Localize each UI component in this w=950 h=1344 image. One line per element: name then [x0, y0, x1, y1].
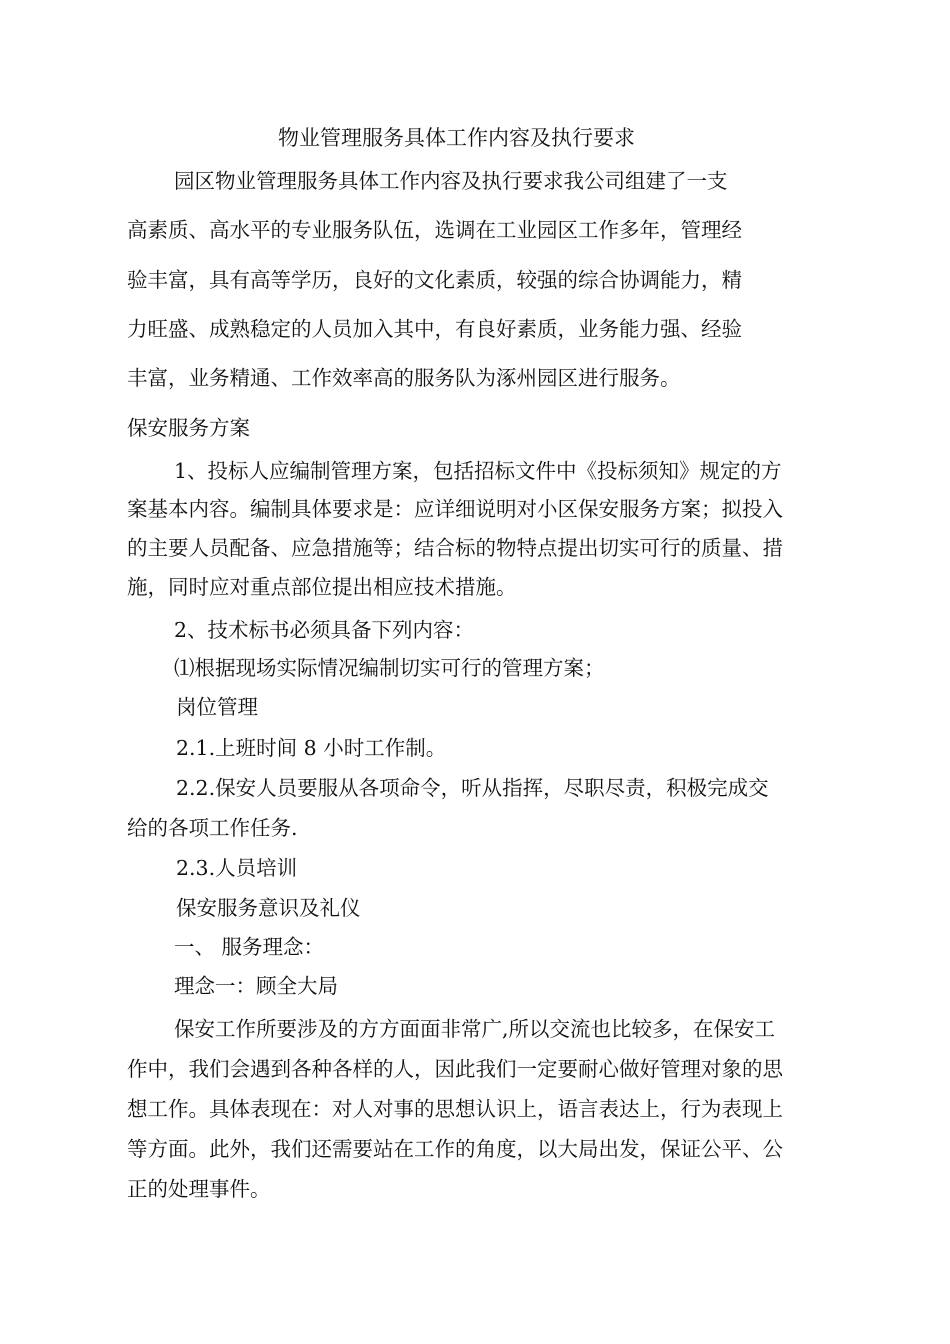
- item-2-3: 2.3.人员培训: [176, 856, 298, 880]
- item1-line-2: 案基本内容。编制具体要求是：应详细说明对小区保安服务方案；拟投入: [127, 497, 783, 521]
- intro-line-2: 高素质、高水平的专业服务队伍，选调在工业园区工作多年，管理经: [127, 218, 742, 242]
- intro-line-1: 园区物业管理服务具体工作内容及执行要求我公司组建了一支: [174, 169, 728, 193]
- item1-line-3: 的主要人员配备、应急措施等；结合标的物特点提出切实可行的质量、措: [127, 536, 783, 560]
- item-2-2-line-1: 2.2.保安人员要服从各项命令，听从指挥，尽职尽责，积极完成交: [176, 776, 769, 800]
- final-line-3: 想工作。具体表现在：对人对事的思想认识上，语言表达上，行为表现上: [127, 1097, 783, 1121]
- section-heading: 保安服务方案: [127, 416, 250, 440]
- final-line-4: 等方面。此外，我们还需要站在工作的角度，以大局出发，保证公平、公: [127, 1137, 783, 1161]
- item-2-2-line-2: 给的各项工作任务.: [127, 816, 298, 840]
- item-2-1: 2.1.上班时间 8 小时工作制。: [176, 736, 447, 760]
- item1-line-4: 施，同时应对重点部位提出相应技术措施。: [127, 575, 517, 599]
- intro-line-3: 验丰富，具有高等学历，良好的文化素质，较强的综合协调能力，精: [127, 268, 742, 292]
- item1-line-1: 1、投标人应编制管理方案，包括招标文件中《投标须知》规定的方: [174, 459, 782, 483]
- post-management-heading: 岗位管理: [176, 695, 258, 719]
- document-title: 物业管理服务具体工作内容及执行要求: [278, 126, 635, 150]
- concept-1: 理念一：顾全大局: [174, 974, 338, 998]
- item2-sub1: ⑴根据现场实际情况编制切实可行的管理方案；: [174, 656, 605, 680]
- etiquette-heading: 保安服务意识及礼仪: [176, 896, 361, 920]
- intro-line-5: 丰富，业务精通、工作效率高的服务队为涿州园区进行服务。: [127, 366, 681, 390]
- final-line-2: 作中，我们会遇到各种各样的人，因此我们一定要耐心做好管理对象的思: [127, 1057, 783, 1081]
- intro-line-4: 力旺盛、成熟稳定的人员加入其中，有良好素质，业务能力强、经验: [127, 317, 742, 341]
- final-line-1: 保安工作所要涉及的方方面面非常广,所以交流也比较多，在保安工: [174, 1017, 776, 1041]
- item2-heading: 2、技术标书必须具备下列内容：: [174, 618, 475, 642]
- concept-heading: 一、 服务理念：: [174, 935, 325, 959]
- final-line-5: 正的处理事件。: [127, 1177, 271, 1201]
